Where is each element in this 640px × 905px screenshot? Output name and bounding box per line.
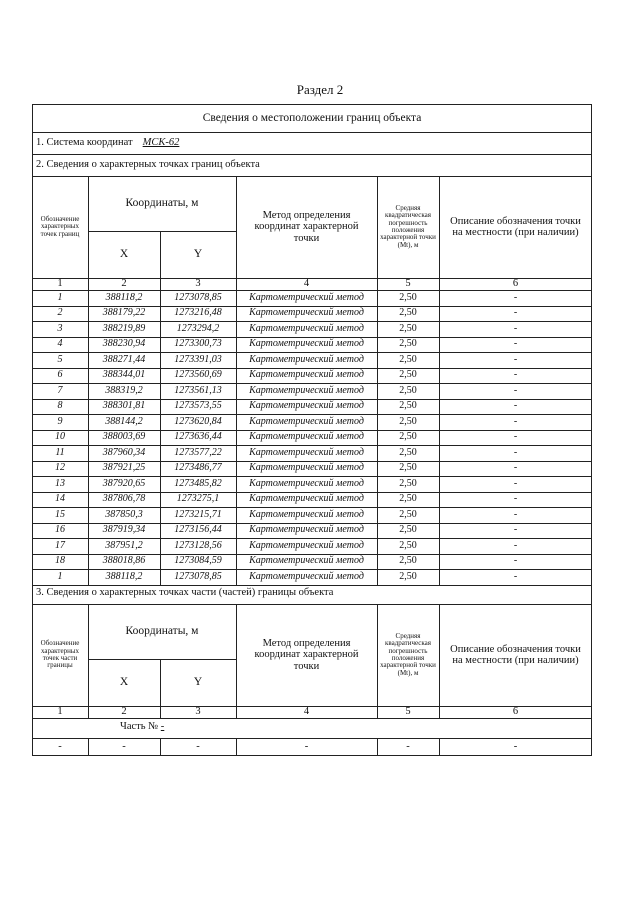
divider — [88, 738, 89, 756]
column-header-accuracy: Средняя квадратическая погрешность положения характерной точки (Mt), м — [380, 203, 436, 249]
point-y: 1273391,03 — [174, 353, 222, 365]
point-id: 1 — [57, 291, 63, 303]
point-accuracy: 2,50 — [399, 384, 417, 396]
point-id: 13 — [55, 477, 65, 489]
point-method: Картометрический метод — [249, 369, 364, 380]
point-x: 388144,2 — [105, 415, 143, 427]
divider — [160, 445, 161, 461]
divider — [160, 476, 161, 492]
divider — [377, 337, 378, 353]
divider — [160, 399, 161, 415]
divider — [88, 337, 89, 353]
point-y: 1273636,44 — [174, 431, 222, 442]
column-header-point-id: Обозначение характерных точек части границы — [40, 639, 80, 670]
column-index-4: 4 — [303, 278, 310, 290]
divider — [377, 290, 378, 306]
divider — [439, 461, 440, 477]
point-x: 388118,2 — [105, 570, 143, 582]
point-id: 12 — [55, 462, 65, 473]
point-x: 388219,89 — [102, 322, 146, 334]
point-y: 1273300,73 — [174, 338, 222, 349]
point-y: 1273573,55 — [174, 400, 222, 411]
parts-section-title: 3. Сведения о характерных точках части (частей) границы объекта — [36, 587, 334, 599]
part-cell-3: - — [196, 741, 200, 753]
point-description: - — [513, 570, 518, 582]
divider — [236, 507, 237, 523]
divider — [377, 554, 378, 570]
column-index-3: 3 — [195, 278, 201, 290]
divider — [439, 278, 440, 290]
divider — [88, 306, 89, 322]
divider — [439, 414, 440, 430]
divider — [88, 507, 89, 523]
coord-system-row — [36, 132, 436, 154]
divider — [377, 414, 378, 430]
point-x: 388230,94 — [102, 338, 146, 349]
point-description: - — [513, 462, 518, 473]
divider — [377, 278, 378, 290]
divider — [439, 538, 440, 554]
divider — [160, 383, 161, 399]
divider — [236, 368, 237, 384]
point-description: - — [513, 431, 518, 442]
divider — [377, 538, 378, 554]
divider — [439, 383, 440, 399]
point-id: 2 — [57, 307, 63, 318]
divider — [88, 352, 89, 368]
point-id: 10 — [55, 431, 65, 442]
point-y: 1273486,77 — [174, 462, 222, 473]
part-number-row — [32, 716, 592, 738]
point-x: 387960,34 — [102, 446, 146, 458]
column-header-accuracy: Средняя квадратическая погрешность положения характерной точки (Mt), м — [380, 631, 436, 677]
point-x: 387806,78 — [102, 493, 146, 504]
divider — [377, 507, 378, 523]
divider — [439, 604, 440, 706]
point-description: - — [513, 384, 518, 396]
point-method: Картометрический метод — [249, 446, 364, 458]
point-y: 1273485,82 — [174, 477, 222, 489]
divider — [439, 352, 440, 368]
divider — [439, 554, 440, 570]
divider — [377, 399, 378, 415]
divider — [160, 738, 161, 756]
point-description: - — [513, 555, 518, 566]
divider — [236, 176, 237, 278]
divider — [88, 383, 89, 399]
point-accuracy: 2,50 — [399, 539, 417, 551]
point-y: 1273577,22 — [174, 446, 222, 458]
point-y: 1273561,13 — [174, 384, 222, 396]
point-id: 1 — [57, 570, 63, 582]
divider — [88, 554, 89, 570]
divider — [236, 337, 237, 353]
point-x: 388179,22 — [102, 307, 146, 318]
point-method: Картометрический метод — [249, 493, 364, 504]
divider — [160, 306, 161, 322]
divider — [88, 604, 89, 706]
point-description: - — [513, 369, 518, 380]
point-description: - — [513, 524, 518, 535]
column-header-method: Метод определения координат характерной точки — [254, 638, 359, 672]
column-header-x: X — [119, 248, 129, 261]
divider — [439, 738, 440, 756]
divider — [439, 368, 440, 384]
divider — [160, 659, 161, 706]
point-x: 387919,34 — [102, 524, 146, 535]
point-accuracy: 2,50 — [399, 369, 417, 380]
point-id: 7 — [57, 384, 63, 396]
divider — [439, 476, 440, 492]
point-x: 388271,44 — [102, 353, 146, 365]
table-title: Сведения о местоположении границ объекта — [202, 111, 422, 124]
point-y: 1273294,2 — [176, 322, 220, 334]
part-cell-2: - — [122, 741, 126, 753]
divider — [439, 337, 440, 353]
divider — [160, 461, 161, 477]
point-method: Картометрический метод — [249, 555, 364, 566]
point-y: 1273275,1 — [176, 493, 220, 504]
divider — [236, 352, 237, 368]
point-method: Картометрический метод — [249, 400, 364, 411]
divider — [88, 523, 89, 539]
point-description: - — [513, 322, 518, 334]
point-accuracy: 2,50 — [399, 446, 417, 458]
column-header-x: X — [119, 676, 129, 689]
point-id: 4 — [57, 338, 63, 349]
point-description: - — [513, 307, 518, 318]
point-method: Картометрический метод — [249, 539, 364, 551]
point-description: - — [513, 400, 518, 411]
divider — [377, 306, 378, 322]
point-x: 387921,25 — [102, 462, 146, 473]
part-number-value: - — [160, 721, 165, 733]
divider — [377, 352, 378, 368]
point-id: 11 — [55, 446, 65, 458]
column-index-1: 1 — [57, 706, 63, 718]
point-y: 1273084,59 — [174, 555, 222, 566]
column-index-2: 2 — [121, 706, 127, 718]
column-header-y: Y — [193, 676, 203, 689]
point-accuracy: 2,50 — [399, 524, 417, 535]
column-index-4: 4 — [303, 706, 310, 718]
divider — [377, 492, 378, 508]
point-method: Картометрический метод — [249, 462, 364, 473]
divider — [88, 659, 236, 660]
divider — [88, 278, 89, 290]
divider — [160, 523, 161, 539]
point-method: Картометрический метод — [249, 307, 364, 318]
divider — [377, 604, 378, 706]
divider — [160, 278, 161, 290]
divider — [439, 445, 440, 461]
divider — [377, 523, 378, 539]
divider — [236, 383, 237, 399]
divider — [377, 476, 378, 492]
divider — [236, 492, 237, 508]
divider — [88, 321, 89, 337]
divider — [160, 492, 161, 508]
point-description: - — [513, 353, 518, 365]
divider — [88, 492, 89, 508]
point-y: 1273216,48 — [174, 307, 222, 318]
point-x: 387920,65 — [102, 477, 146, 489]
divider — [236, 738, 237, 756]
section-heading: Раздел 2 — [296, 82, 344, 97]
column-index-6: 6 — [512, 706, 519, 718]
divider — [160, 231, 161, 278]
divider — [88, 290, 89, 306]
point-id: 6 — [57, 369, 63, 380]
point-x: 388003,69 — [102, 431, 146, 442]
point-accuracy: 2,50 — [399, 477, 417, 489]
point-x: 388319,2 — [105, 384, 143, 396]
point-id: 3 — [57, 322, 63, 334]
part-cell-1: - — [58, 741, 62, 753]
point-accuracy: 2,50 — [399, 555, 417, 566]
divider — [439, 306, 440, 322]
point-x: 388118,2 — [105, 291, 143, 303]
point-accuracy: 2,50 — [399, 322, 417, 334]
point-x: 388344,01 — [102, 369, 146, 380]
divider — [439, 492, 440, 508]
divider — [160, 507, 161, 523]
divider — [439, 321, 440, 337]
divider — [160, 352, 161, 368]
point-method: Картометрический метод — [249, 353, 364, 365]
column-index-5: 5 — [405, 278, 411, 290]
column-header-coordinates: Координаты, м — [125, 197, 199, 210]
point-accuracy: 2,50 — [399, 338, 417, 349]
point-x: 387850,3 — [105, 508, 143, 520]
part-cell-6: - — [513, 741, 518, 753]
divider — [160, 414, 161, 430]
divider — [88, 399, 89, 415]
point-y: 1273078,85 — [174, 291, 222, 303]
point-accuracy: 2,50 — [399, 462, 417, 473]
point-y: 1273078,85 — [174, 570, 222, 582]
point-id: 15 — [55, 508, 65, 520]
point-method: Картометрический метод — [249, 477, 364, 489]
point-accuracy: 2,50 — [399, 431, 417, 442]
point-y: 1273560,69 — [174, 369, 222, 380]
column-header-y: Y — [193, 248, 203, 261]
point-accuracy: 2,50 — [399, 400, 417, 411]
point-description: - — [513, 539, 518, 551]
divider — [88, 176, 89, 278]
point-x: 388301,81 — [102, 400, 146, 411]
divider — [377, 176, 378, 278]
point-id: 14 — [55, 493, 65, 504]
divider — [377, 383, 378, 399]
point-description: - — [513, 493, 518, 504]
divider — [377, 321, 378, 337]
divider — [160, 538, 161, 554]
column-index-2: 2 — [121, 278, 127, 290]
divider — [160, 290, 161, 306]
point-x: 388018,86 — [102, 555, 146, 566]
column-index-3: 3 — [195, 706, 201, 718]
point-method: Картометрический метод — [249, 570, 364, 582]
coord-system-value: МСК-62 — [142, 137, 180, 149]
point-method: Картометрический метод — [249, 524, 364, 535]
divider — [439, 523, 440, 539]
divider — [236, 476, 237, 492]
column-index-5: 5 — [405, 706, 411, 718]
point-description: - — [513, 415, 518, 427]
divider — [88, 430, 89, 446]
divider — [236, 461, 237, 477]
column-header-method: Метод определения координат характерной точки — [254, 210, 359, 244]
divider — [88, 445, 89, 461]
divider — [160, 337, 161, 353]
column-index-1: 1 — [57, 278, 63, 290]
point-description: - — [513, 291, 518, 303]
point-method: Картометрический метод — [249, 431, 364, 442]
divider — [377, 445, 378, 461]
divider — [160, 430, 161, 446]
divider — [88, 461, 89, 477]
point-accuracy: 2,50 — [399, 508, 417, 520]
part-cell-5: - — [406, 741, 410, 753]
divider — [236, 604, 237, 706]
boundary-info-table — [32, 104, 592, 756]
divider — [236, 554, 237, 570]
points-section-title: 2. Сведения о характерных точках границ объекта — [36, 159, 260, 171]
divider — [236, 414, 237, 430]
point-accuracy: 2,50 — [399, 415, 417, 427]
divider — [236, 290, 237, 306]
divider — [236, 430, 237, 446]
point-description: - — [513, 477, 518, 489]
point-id: 5 — [57, 353, 63, 365]
divider — [160, 554, 161, 570]
divider — [88, 231, 236, 232]
part-cell-4: - — [304, 741, 309, 753]
divider — [160, 368, 161, 384]
point-y: 1273215,71 — [174, 508, 222, 520]
divider — [88, 476, 89, 492]
divider — [88, 538, 89, 554]
point-method: Картометрический метод — [249, 384, 364, 396]
point-method: Картометрический метод — [249, 338, 364, 349]
divider — [236, 445, 237, 461]
point-description: - — [513, 338, 518, 349]
point-description: - — [513, 508, 518, 520]
divider — [439, 399, 440, 415]
point-accuracy: 2,50 — [399, 307, 417, 318]
divider — [377, 368, 378, 384]
point-id: 16 — [55, 524, 65, 535]
point-accuracy: 2,50 — [399, 570, 417, 582]
divider — [439, 176, 440, 278]
point-method: Картометрический метод — [249, 322, 364, 334]
divider — [88, 368, 89, 384]
point-y: 1273620,84 — [174, 415, 222, 427]
point-accuracy: 2,50 — [399, 291, 417, 303]
divider — [377, 461, 378, 477]
divider — [236, 321, 237, 337]
divider — [439, 290, 440, 306]
point-id: 17 — [55, 539, 65, 551]
point-method: Картометрический метод — [249, 508, 364, 520]
point-id: 18 — [55, 555, 65, 566]
divider — [439, 430, 440, 446]
column-header-description: Описание обозначения точки на местности (при наличии) — [450, 215, 581, 238]
divider — [377, 430, 378, 446]
point-y: 1273128,56 — [174, 539, 222, 551]
point-id: 9 — [57, 415, 63, 427]
divider — [439, 507, 440, 523]
coord-system-label: 1. Система координат — [36, 137, 133, 149]
point-method: Картометрический метод — [249, 415, 364, 427]
point-x: 387951,2 — [105, 539, 143, 551]
divider — [236, 399, 237, 415]
divider — [236, 306, 237, 322]
column-index-6: 6 — [512, 278, 519, 290]
divider — [236, 278, 237, 290]
divider — [236, 538, 237, 554]
point-description: - — [513, 446, 518, 458]
divider — [377, 738, 378, 756]
point-accuracy: 2,50 — [399, 353, 417, 365]
point-method: Картометрический метод — [249, 291, 364, 303]
column-header-coordinates: Координаты, м — [125, 625, 199, 638]
divider — [160, 321, 161, 337]
part-number-label: Часть № — [120, 721, 159, 733]
column-header-point-id: Обозначение характерных точек границ — [40, 214, 80, 238]
point-accuracy: 2,50 — [399, 493, 417, 504]
divider — [236, 523, 237, 539]
point-id: 8 — [57, 400, 63, 411]
point-y: 1273156,44 — [174, 524, 222, 535]
divider — [88, 414, 89, 430]
column-header-description: Описание обозначения точки на местности (при наличии) — [450, 643, 581, 666]
